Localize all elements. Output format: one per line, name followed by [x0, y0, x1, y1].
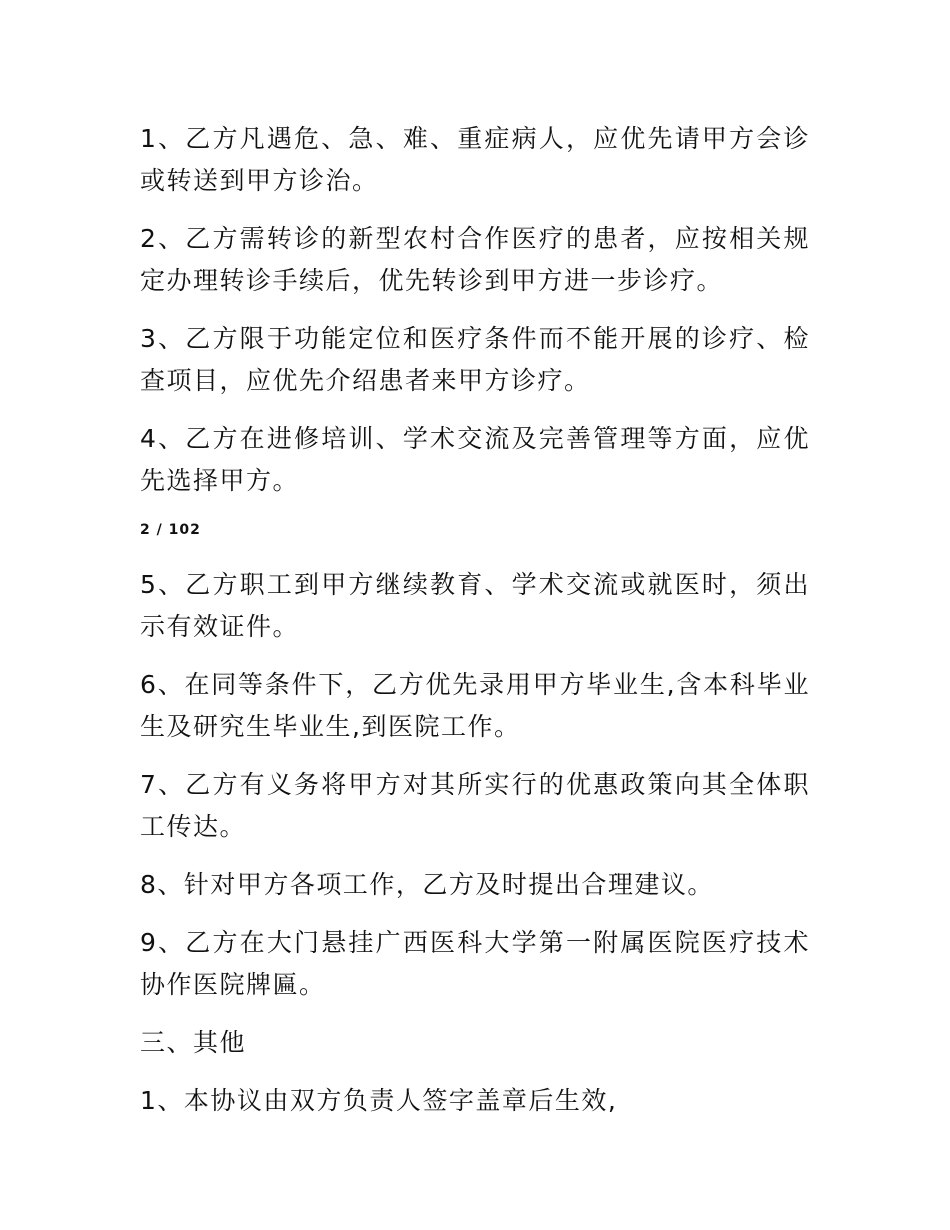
- paragraph-item-7: 7、乙方有义务将甲方对其所实行的优惠政策向其全体职工传达。: [140, 770, 810, 841]
- paragraph-item-4: 4、乙方在进修培训、学术交流及完善管理等方面，应优先选择甲方。: [140, 424, 810, 495]
- paragraph-item-5: 5、乙方职工到甲方继续教育、学术交流或就医时，须出示有效证件。: [140, 570, 810, 641]
- paragraph-item-3: 3、乙方限于功能定位和医疗条件而不能开展的诊疗、检查项目，应优先介绍患者来甲方诊疗。: [140, 324, 810, 395]
- document-page: [140, 118, 810, 1138]
- paragraph-item-1: 1、乙方凡遇危、急、难、重症病人，应优先请甲方会诊或转送到甲方诊治。: [140, 124, 810, 195]
- paragraph-item-2: 2、乙方需转诊的新型农村合作医疗的患者，应按相关规定办理转诊手续后，优先转诊到甲方进一步诊疗。: [140, 224, 810, 295]
- paragraph-item-9: 9、乙方在大门悬挂广西医科大学第一附属医院医疗技术协作医院牌匾。: [140, 928, 810, 999]
- paragraph-item-6: 6、在同等条件下，乙方优先录用甲方毕业生,含本科毕业生及研究生毕业生,到医院工作。: [140, 670, 810, 741]
- section-heading-other: 三、其他: [140, 1028, 247, 1057]
- paragraph-item-8: 8、针对甲方各项工作，乙方及时提出合理建议。: [140, 870, 714, 899]
- page-number: 2 / 102: [140, 522, 201, 538]
- paragraph-other-item-1: 1、本协议由双方负责人签字盖章后生效,: [140, 1086, 618, 1115]
